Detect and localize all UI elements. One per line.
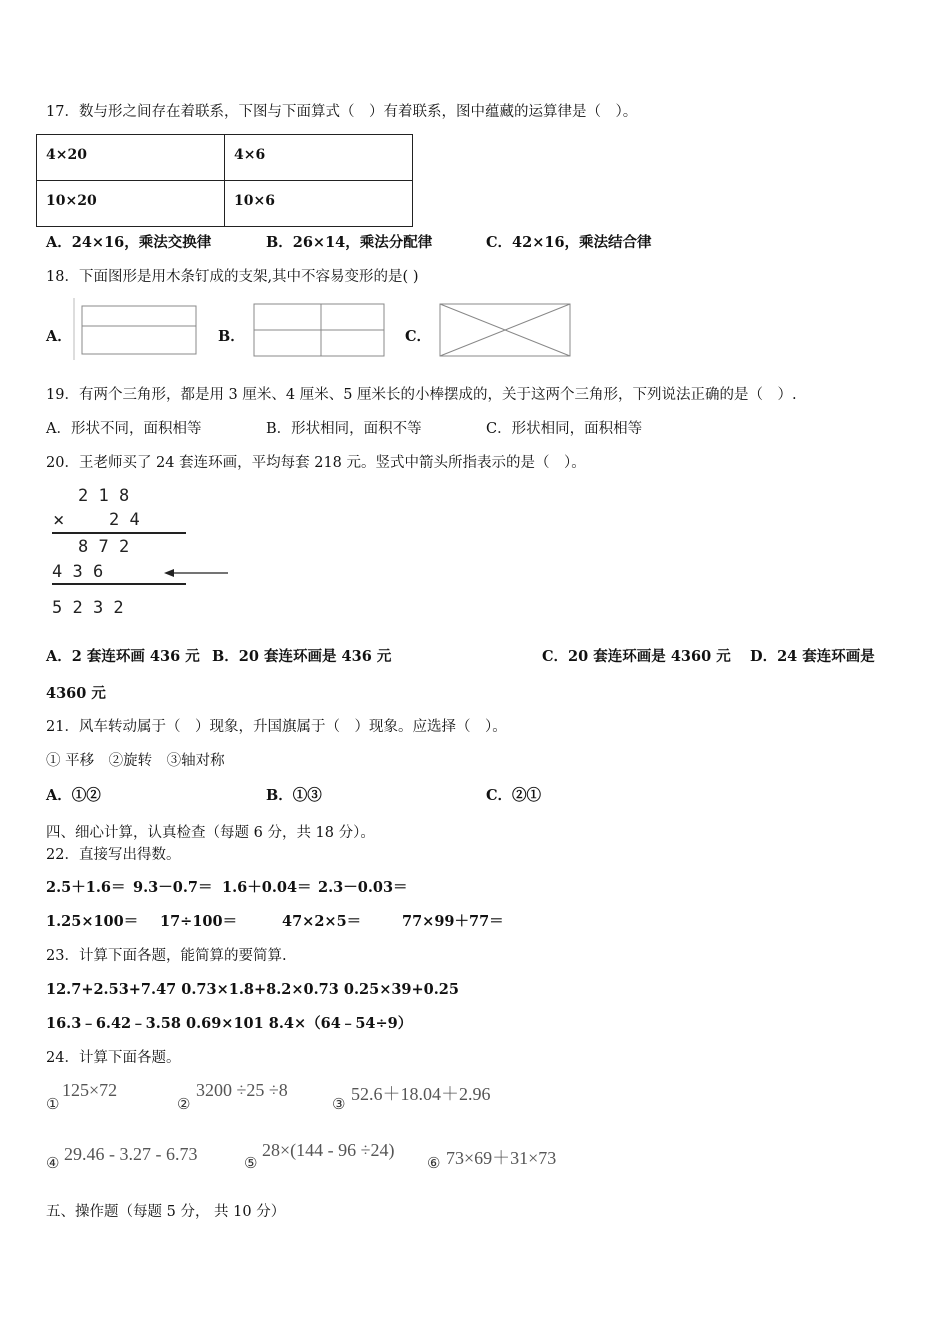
frame-c-figure — [438, 302, 574, 360]
q24-num: ③ — [332, 1095, 346, 1113]
q19-question: 19．有两个三角形，都是用 3 厘米、4 厘米、5 厘米长的小棒摆成的，关于这两个三角形，下列说法正确的是（ ）. — [46, 387, 797, 403]
q22-item: 2.3－0.03＝ — [318, 879, 408, 896]
calc-multiplicand: 2 1 8 — [78, 486, 130, 506]
q18-label-a: A． — [46, 328, 72, 345]
q24-num: ① — [46, 1095, 60, 1113]
q20-question: 20．王老师买了 24 套连环画，平均每套 218 元。竖式中箭头所指表示的是（ ）。 — [46, 455, 586, 471]
q22-item: 1.6＋0.04＝ — [222, 879, 312, 896]
q20-option-d: D．24 套连环画是 — [750, 648, 875, 665]
q22-item: 47×2×5＝ — [282, 913, 362, 930]
q24-expr: 28×(144 - 96 ÷24) — [262, 1140, 395, 1160]
q17-option-a: A．24×16，乘法交换律 — [46, 234, 212, 251]
q21-option-c: C．②① — [486, 787, 542, 804]
q24-question: 24．计算下面各题。 — [46, 1050, 181, 1066]
q21-option-b: B．①③ — [266, 787, 322, 804]
q21-choices: ① 平移 ②旋转 ③轴对称 — [46, 753, 225, 769]
q24-expr: 52.6＋18.04＋2.96 — [351, 1084, 491, 1104]
q18-label-c: C． — [405, 328, 432, 345]
q22-question: 22．直接写出得数。 — [46, 847, 181, 863]
grid-cell: 10×6 — [225, 181, 413, 227]
grid-cell: 4×6 — [225, 135, 413, 181]
q22-item: 1.25×100＝ — [46, 913, 139, 930]
q21-question: 21．风车转动属于（ ）现象，升国旗属于（ ）现象。应选择（ ）。 — [46, 719, 507, 735]
q19-option-c: C．形状相同，面积相等 — [486, 421, 643, 437]
q20-option-b: B．20 套连环画是 436 元 — [212, 648, 392, 665]
calc-times-sign: × — [53, 509, 65, 531]
q24-num: ④ — [46, 1154, 60, 1172]
q24-expr: 29.46 - 3.27 - 6.73 — [64, 1144, 198, 1164]
calc-partial-1: 8 7 2 — [78, 537, 130, 557]
q24-expr: 125×72 — [62, 1080, 118, 1100]
q17-option-b: B．26×14，乘法分配律 — [266, 234, 433, 251]
q18-question: 18．下面图形是用木条钉成的支架,其中不容易变形的是( ) — [46, 269, 419, 285]
q22-item: 77×99＋77＝ — [402, 913, 504, 930]
q20-option-a: A．2 套连环画 436 元 — [46, 648, 200, 665]
q17-question: 17．数与形之间存在着联系，下图与下面算式（ ）有着联系，图中蕴藏的运算律是（ ）。 — [46, 104, 638, 120]
calc-partial-2: 4 3 6 — [52, 562, 104, 582]
frame-b-figure — [252, 302, 388, 360]
q24-num: ② — [177, 1095, 191, 1113]
section-4-heading: 四、细心计算，认真检查（每题 6 分，共 18 分）。 — [46, 825, 375, 841]
q23-line-1: 12.7+2.53+7.47 0.73×1.8+8.2×0.73 0.25×39+0.25 — [46, 981, 459, 998]
q20-option-d-cont: 4360 元 — [46, 685, 106, 702]
grid-cell: 10×20 — [37, 181, 225, 227]
q24-expr: 73×69＋31×73 — [446, 1148, 557, 1168]
q19-option-a: A．形状不同，面积相等 — [46, 421, 202, 437]
calc-product: 5 2 3 2 — [52, 598, 124, 618]
q20-option-c: C．20 套连环画是 4360 元 — [542, 648, 731, 665]
calc-lines-and-arrow — [50, 530, 232, 620]
frame-a-figure — [72, 296, 202, 362]
q18-label-b: B． — [218, 328, 245, 345]
q23-question: 23．计算下面各题，能简算的要简算. — [46, 948, 287, 964]
q22-item: 9.3－0.7＝ — [133, 879, 213, 896]
q24-num: ⑥ — [427, 1154, 441, 1172]
q17-area-grid — [36, 134, 413, 227]
grid-cell: 4×20 — [37, 135, 225, 181]
q24-num: ⑤ — [244, 1154, 258, 1172]
calc-multiplier: 2 4 — [109, 510, 140, 530]
q19-option-b: B．形状相同，面积不等 — [266, 421, 422, 437]
q24-expr: 3200 ÷25 ÷8 — [196, 1080, 288, 1100]
q22-item: 17÷100＝ — [160, 913, 238, 930]
section-5-heading: 五、操作题（每题 5 分， 共 10 分） — [46, 1204, 286, 1220]
q17-option-c: C．42×16，乘法结合律 — [486, 234, 652, 251]
q22-item: 2.5＋1.6＝ — [46, 879, 126, 896]
q23-line-2: 16.3﹣6.42﹣3.58 0.69×101 8.4×（64﹣54÷9） — [46, 1015, 413, 1032]
q21-option-a: A．①② — [46, 787, 101, 804]
